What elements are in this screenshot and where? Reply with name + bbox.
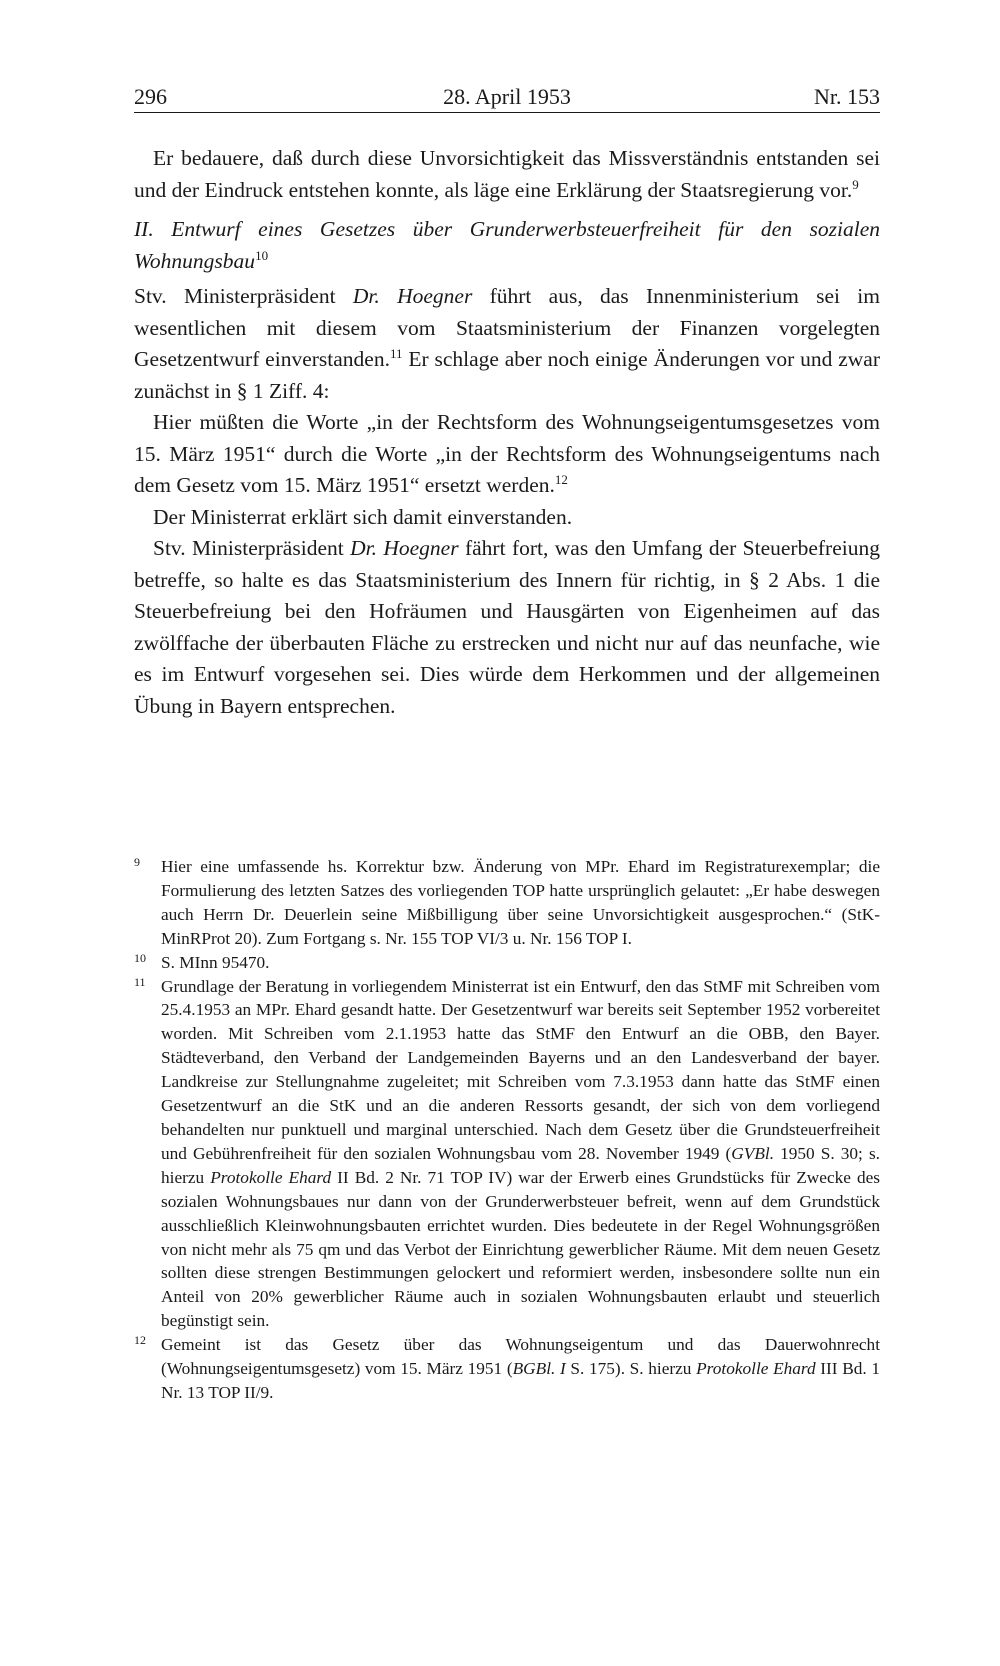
footnote-ref[interactable]: 9 xyxy=(852,176,859,192)
paragraph: Stv. Ministerpräsident Dr. Hoegner fährt fort, was den Umfang der Steuerbefreiung betreffe, so halte es das Staatsministerium des Innern für richtig, in § 2 Abs. 1 die Steuerbefreiung bei den Hofräumen und Hausgärten von Eigenheimen auf das zwölffache der überbauten Fläche zu erstrecken und nicht nur auf das neunfache, wie es im Entwurf vorgesehen sei. Dies würde dem Herkommen und der allgemeinen Übung in Bayern entsprechen. xyxy=(134,536,880,718)
header-date: 28. April 1953 xyxy=(443,84,571,109)
person-name: Dr. Hoegner xyxy=(352,284,473,308)
running-header xyxy=(134,84,880,113)
header-issue-number: Nr. 153 xyxy=(814,84,880,109)
footnote-number: 12 xyxy=(134,1333,146,1348)
footnote-ref[interactable]: 12 xyxy=(554,472,568,487)
footnote-11: 11 Grundlage der Beratung in vorliegendem Ministerrat ist ein Entwurf, den das StMF mit Schreiben vom 25.4.1953 an MPr. Ehard gesandt hatte. Der Gesetzentwurf war bereits seit September 1952 vorbereitet worden. Mit Schreiben vom 2.1.1953 hatte das StMF den Entwurf an die OBB, den Bayer. Städteverband, den Verband der Landgemeinden Bayerns und an den Landesverband der bayer. Landkreise zur Stellungnahme zugeleitet; mit Schreiben vom 7.3.1953 dann hatte das StMF einen Gesetzentwurf an die StK und an die anderen Ressorts gesandt, der sich von dem vorliegend behandelten nur punktuell und marginal unterschied. Nach dem Gesetz über die Grundsteuerfreiheit und Gebührenfreiheit für den sozialen Wohnungsbau vom 28. November 1949 (GVBl. 1950 S. 30; s. hierzu Protokolle Ehard II Bd. 2 Nr. 71 TOP IV) war der Erwerb eines Grundstücks für Zwecke des sozialen Wohnungsbaues nur dann von der Grunderwerbsteuer befreit, wenn auf dem Grundstück ausschließlich Kleinwohnungsbauten errichtet wurden. Dies bedeutete in der Regel Wohnungsgrößen von nicht mehr als 75 qm und das Verbot der Einrichtung gewerblicher Räume. Mit dem neuen Gesetz sollten diese strengen Bestimmungen gelockert und reformiert werden, insbesondere sollte nun ein Anteil von 20% gewerblicher Räume auch in sozialen Wohnungsbauten erlaubt und steuerlich begünstigt sein. xyxy=(134,975,880,1334)
footnote-number: 11 xyxy=(134,974,146,989)
footnotes xyxy=(134,855,880,1405)
paragraph: Der Ministerrat erklärt sich damit einverstanden. xyxy=(153,504,573,529)
footnote-ref[interactable]: 10 xyxy=(255,247,269,263)
main-text xyxy=(134,143,880,722)
footnote-ref[interactable]: 11 xyxy=(389,346,403,361)
footnote-12: 12 Gemeint ist das Gesetz über das Wohnungseigentum und das Dauerwohnrecht (Wohnungseigentumsgesetz) vom 15. März 1951 (BGBl. I S. 175). S. hierzu Protokolle Ehard III Bd. 1 Nr. 13 TOP II/9. xyxy=(134,1333,880,1405)
paragraph: Hier müßten die Worte „in der Rechtsform des Wohnungseigentumsgesetzes vom 15. März 1951“ durch die Worte „in der Rechtsform des Wohnungseigentums nach dem Gesetz vom 15. März 1951“ ersetzt werden.$^{12}$ xyxy=(134,410,880,497)
footnote-number: 9 xyxy=(134,855,140,869)
footnote-10: 10 S. MInn 95470. xyxy=(134,951,880,975)
page-number: 296 xyxy=(134,84,167,109)
paragraph: Stv. Ministerpräsident Dr. Hoegner führt aus, das Innenministerium sei im wesentlichen mit diesem vom Staatsministerium der Finanzen vorgelegten Gesetzentwurf einverstanden.$^{11}$ Er schlage aber noch einige Änderungen vor und zwar zunächst in § 1 Ziff. 4: xyxy=(134,284,880,403)
footnote-number: 10 xyxy=(134,950,146,965)
paragraph: Er bedauere, daß durch diese Unvorsichtigkeit das Missverständnis entstanden sei und der Eindruck entstehen konnte, als läge eine Erklärung der Staatsregierung vor.$^9$ xyxy=(134,146,880,202)
section-heading: II. Entwurf eines Gesetzes über Grunderwerbsteuerfreiheit für den sozialen Wohnungsbau$^{10}$ xyxy=(134,217,880,273)
footnote-9: 9 Hier eine umfassende hs. Korrektur bzw. Änderung von MPr. Ehard im Registraturexemplar; die Formulierung des letzten Satzes des vorliegenden TOP hatte ursprünglich gelautet: „Er habe deswegen auch Herrn Dr. Deuerlein seine Mißbilligung über seine Unvorsichtigkeit ausgesprochen.“ (StK-MinRProt 20). Zum Fortgang s. Nr. 155 TOP VI/3 u. Nr. 156 TOP I. xyxy=(134,855,880,951)
person-name: Dr. Hoegner xyxy=(350,536,459,560)
